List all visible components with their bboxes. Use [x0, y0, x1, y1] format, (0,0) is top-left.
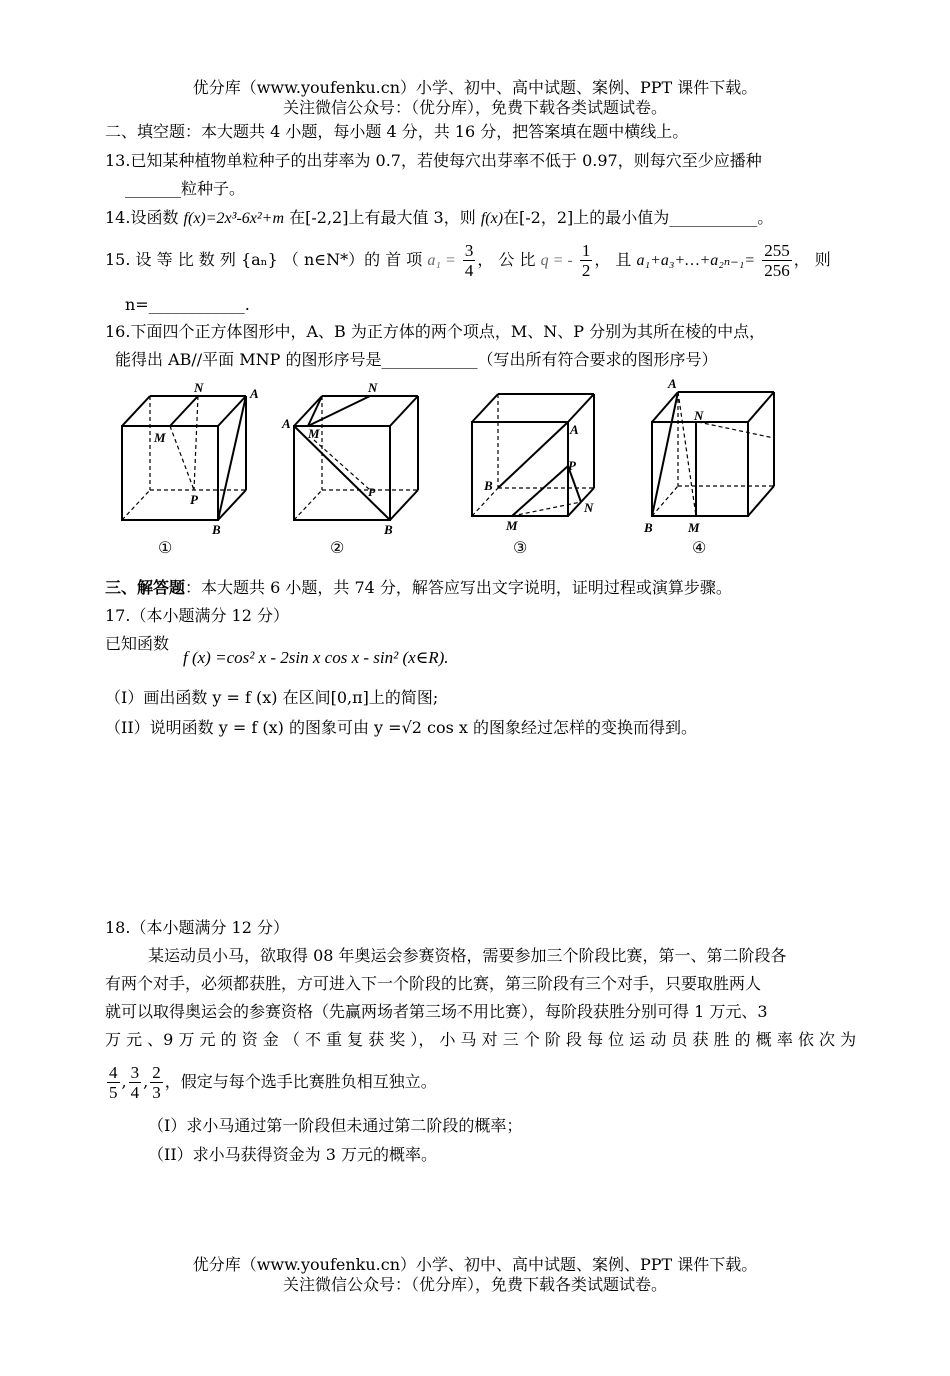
label-N: N [694, 408, 704, 423]
caption-1: ① [158, 538, 173, 557]
q14-func2: f(x) [480, 210, 504, 227]
label-A: A [570, 422, 579, 437]
q15-q-fraction: $\frac{1}{2}$ [581, 241, 591, 280]
cube-figure-1 [110, 378, 270, 538]
label-N: N [368, 380, 378, 395]
q15-a1: a₁ = [427, 252, 456, 269]
label-B: B [384, 522, 393, 537]
q16-line-2: 能得出 AB//平面 MNP 的图形序号是____________（写出所有符合要求的图形序号） [115, 350, 718, 369]
q17-part-1: （I）画出函数 y = f (x) 在区间[0,π]上的简图; [105, 688, 439, 707]
section3-title [105, 578, 732, 598]
q18-fractions-line: $\frac{4}{5}$ , $\frac{3}{4}$ , $\frac{2}{3}$ ，假定与每个选手比赛胜负相互独立。 [109, 1063, 437, 1102]
label-P: P [568, 458, 576, 473]
q15-sum-fraction: $\frac{255}{256}$ [764, 241, 790, 280]
q14-pre: 14.设函数 [105, 208, 184, 227]
q14 [105, 208, 773, 229]
caption-4: ④ [692, 538, 707, 557]
cube-figure-4 [640, 378, 800, 538]
label-M: M [688, 520, 700, 535]
section2-title: 二、填空题：本大题共 4 小题，每小题 4 分，共 16 分，把答案填在题中横线上。 [105, 122, 689, 141]
q18-p3: 就可以取得奥运会的参赛资格（先赢两场者第三场不用比赛），每阶段获胜分别可得 1 万元、3 [105, 1002, 768, 1021]
q15-sum: a₁+a₃+…+a₂ₙ₋₁= [636, 252, 756, 269]
cube-figure-2 [280, 378, 440, 538]
q14-func: f(x)=2x³-6x²+m [183, 210, 285, 227]
q15-pre: 15. 设 等 比 数 列 {aₙ} （ n∈N*）的 首 项 [105, 250, 428, 269]
q18-p5: ，假定与每个选手比赛胜负相互独立。 [164, 1072, 437, 1091]
q18-fraction-1: $\frac{4}{5}$ [109, 1063, 118, 1102]
q15-a1-fraction: $\frac{3}{4}$ [464, 241, 474, 280]
caption-2: ② [330, 538, 345, 557]
q15-mid: ， 公 比 [477, 250, 541, 269]
q18-p2: 有两个对手，必须都获胜，方可进入下一个阶段的比赛，第三阶段有三个对手，只要取胜两人 [105, 974, 762, 993]
header-line-2: 关注微信公众号：（优分库），免费下载各类试题试卷。 [282, 98, 667, 117]
section3-title-rest: ：本大题共 6 小题，共 74 分，解答应写出文字说明，证明过程或演算步骤。 [185, 578, 732, 597]
label-B: B [484, 478, 493, 493]
q15 [105, 238, 831, 282]
q17-formula: f (x) =cos² x - 2sin x cos x - sin² (x∈R). [183, 648, 449, 667]
q17-intro: 已知函数 [105, 634, 170, 653]
label-B: B [212, 522, 221, 537]
label-A: A [282, 416, 291, 431]
q15-post: ， 则 [793, 250, 831, 269]
q18-part-1: （I）求小马通过第一阶段但未通过第二阶段的概率； [148, 1116, 523, 1135]
q14-post: 在[-2，2]上的最小值为___________。 [503, 208, 774, 227]
q18-fraction-3: $\frac{2}{3}$ [152, 1063, 161, 1102]
q15-q: q = - [540, 252, 573, 269]
q17-header: 17.（本小题满分 12 分） [105, 606, 289, 625]
q13-line-1: 13.已知某种植物单粒种子的出芽率为 0.7，若使每穴出芽率不低于 0.97，则每穴至少应播种 [105, 151, 762, 170]
label-N: N [194, 380, 204, 395]
label-A: A [250, 386, 259, 401]
cube-figure-3 [462, 378, 622, 538]
label-P: P [190, 492, 198, 507]
q16-line-1: 16.下面四个正方体图形中，A、B 为正方体的两个项点，M、N、P 分别为其所在棱的中点， [105, 322, 766, 341]
q14-mid: 在[-2,2]上有最大值 3，则 [284, 208, 481, 227]
caption-3: ③ [513, 538, 528, 557]
q15-mid2: ， 且 [594, 250, 637, 269]
footer-line-1: 优分库（www.youfenku.cn）小学、初中、高中试题、案例、PPT 课件下载。 [192, 1255, 758, 1274]
label-A: A [668, 378, 677, 391]
q13-line-2: _______粒种子。 [125, 179, 246, 198]
label-B: B [644, 520, 653, 535]
section3-title-bold: 三、解答题 [105, 578, 186, 597]
q15-line-2: n=____________. [125, 295, 250, 314]
q18-part-2: （II）求小马获得资金为 3 万元的概率。 [148, 1145, 437, 1164]
q18-p4: 万 元 、9 万 元 的 资 金 （ 不 重 复 获 奖 ）， 小 马 对 三 个 阶 段 每 位 运 动 员 获 胜 的 概 率 依 次 为 [105, 1030, 857, 1049]
label-M: M [154, 430, 166, 445]
footer-line-2: 关注微信公众号：（优分库），免费下载各类试题试卷。 [282, 1275, 667, 1294]
label-P: P [368, 485, 376, 499]
label-N: N [584, 500, 594, 515]
label-M: M [506, 518, 518, 533]
q18-p1: 某运动员小马，欲取得 08 年奥运会参赛资格，需要参加三个阶段比赛，第一、第二阶段各 [148, 946, 787, 965]
q17-part-2: （II）说明函数 y = f (x) 的图象可由 y =√2 cos x 的图象经过怎样的变换而得到。 [105, 718, 698, 737]
q18-fraction-2: $\frac{3}{4}$ [130, 1063, 140, 1102]
label-M: M [308, 426, 320, 441]
header-line-1: 优分库（www.youfenku.cn）小学、初中、高中试题、案例、PPT 课件下载。 [192, 78, 758, 97]
q18-header: 18.（本小题满分 12 分） [105, 918, 289, 937]
